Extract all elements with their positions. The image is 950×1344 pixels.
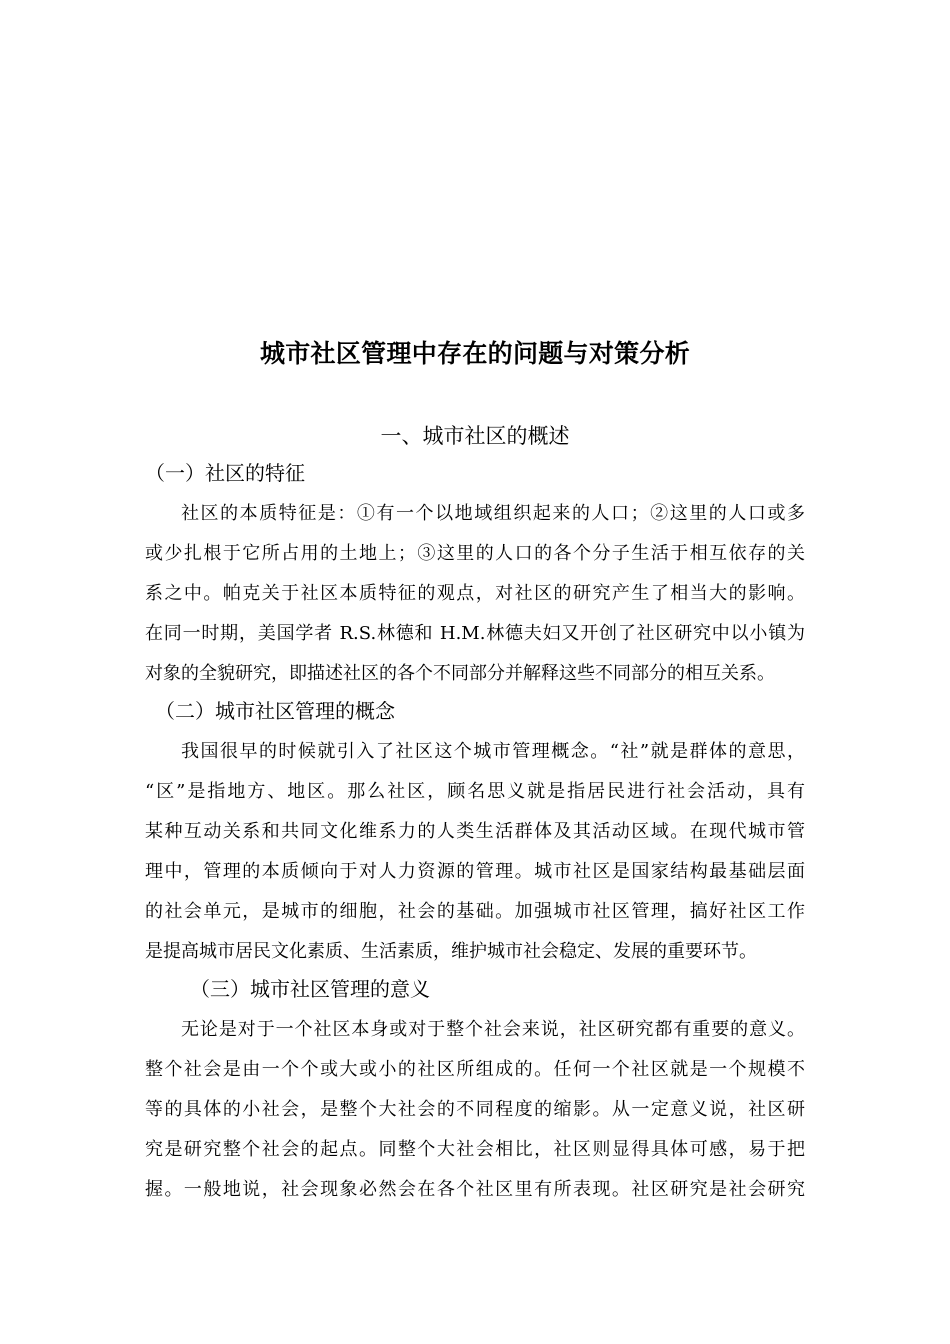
document-title: 城市社区管理中存在的问题与对策分析	[259, 339, 691, 368]
text-line: 究是研究整个社会的起点。同整个大社会相比，社区则显得具体可感，易于把	[145, 1139, 805, 1160]
subsection-heading-3: （三）城市社区管理的意义	[190, 977, 430, 1001]
paragraph-community-features	[145, 494, 805, 694]
section-heading-1: 一、城市社区的概述	[380, 424, 570, 448]
text-line: 等的具体的小社会，是整个大社会的不同程度的缩影。从一定意义说，社区研	[145, 1099, 805, 1120]
text-line: 某种互动关系和共同文化维系力的人类生活群体及其活动区域。在现代城市管	[145, 821, 805, 842]
text-line: 社区的本质特征是：①有一个以地域组织起来的人口；②这里的人口或多	[181, 503, 805, 524]
text-line: “区”是指地方、地区。那么社区，顾名思义就是指居民进行社会活动，具有	[145, 781, 805, 802]
paragraph-management-significance	[145, 1010, 805, 1210]
text-line: 或少扎根于它所占用的土地上；③这里的人口的各个分子生活于相互依存的关	[145, 543, 805, 564]
text-line: 对象的全貌研究，即描述社区的各个不同部分并解释这些不同部分的相互关系。	[145, 663, 775, 684]
text-line: 无论是对于一个社区本身或对于整个社会来说，社区研究都有重要的意义。	[181, 1019, 805, 1040]
text-line: 在同一时期，美国学者 R.S.林德和 H.M.林德夫妇又开创了社区研究中以小镇为	[145, 623, 805, 644]
text-line: 理中，管理的本质倾向于对人力资源的管理。城市社区是国家结构最基础层面	[145, 861, 805, 882]
text-line: 握。一般地说，社会现象必然会在各个社区里有所表现。社区研究是社会研究	[145, 1179, 805, 1200]
paragraph-management-concept	[145, 732, 805, 972]
text-line: 是提高城市居民文化素质、生活素质，维护城市社会稳定、发展的重要环节。	[145, 941, 757, 962]
text-line: 的社会单元，是城市的细胞，社会的基础。加强城市社区管理，搞好社区工作	[145, 901, 805, 922]
subsection-heading-2: （二）城市社区管理的概念	[155, 699, 395, 723]
text-line: 整个社会是由一个个或大或小的社区所组成的。任何一个社区就是一个规模不	[145, 1059, 805, 1080]
text-line: 系之中。帕克关于社区本质特征的观点，对社区的研究产生了相当大的影响。	[145, 583, 805, 604]
text-line: 我国很早的时候就引入了社区这个城市管理概念。“社”就是群体的意思，	[181, 741, 805, 762]
subsection-heading-1: （一）社区的特征	[145, 461, 305, 485]
